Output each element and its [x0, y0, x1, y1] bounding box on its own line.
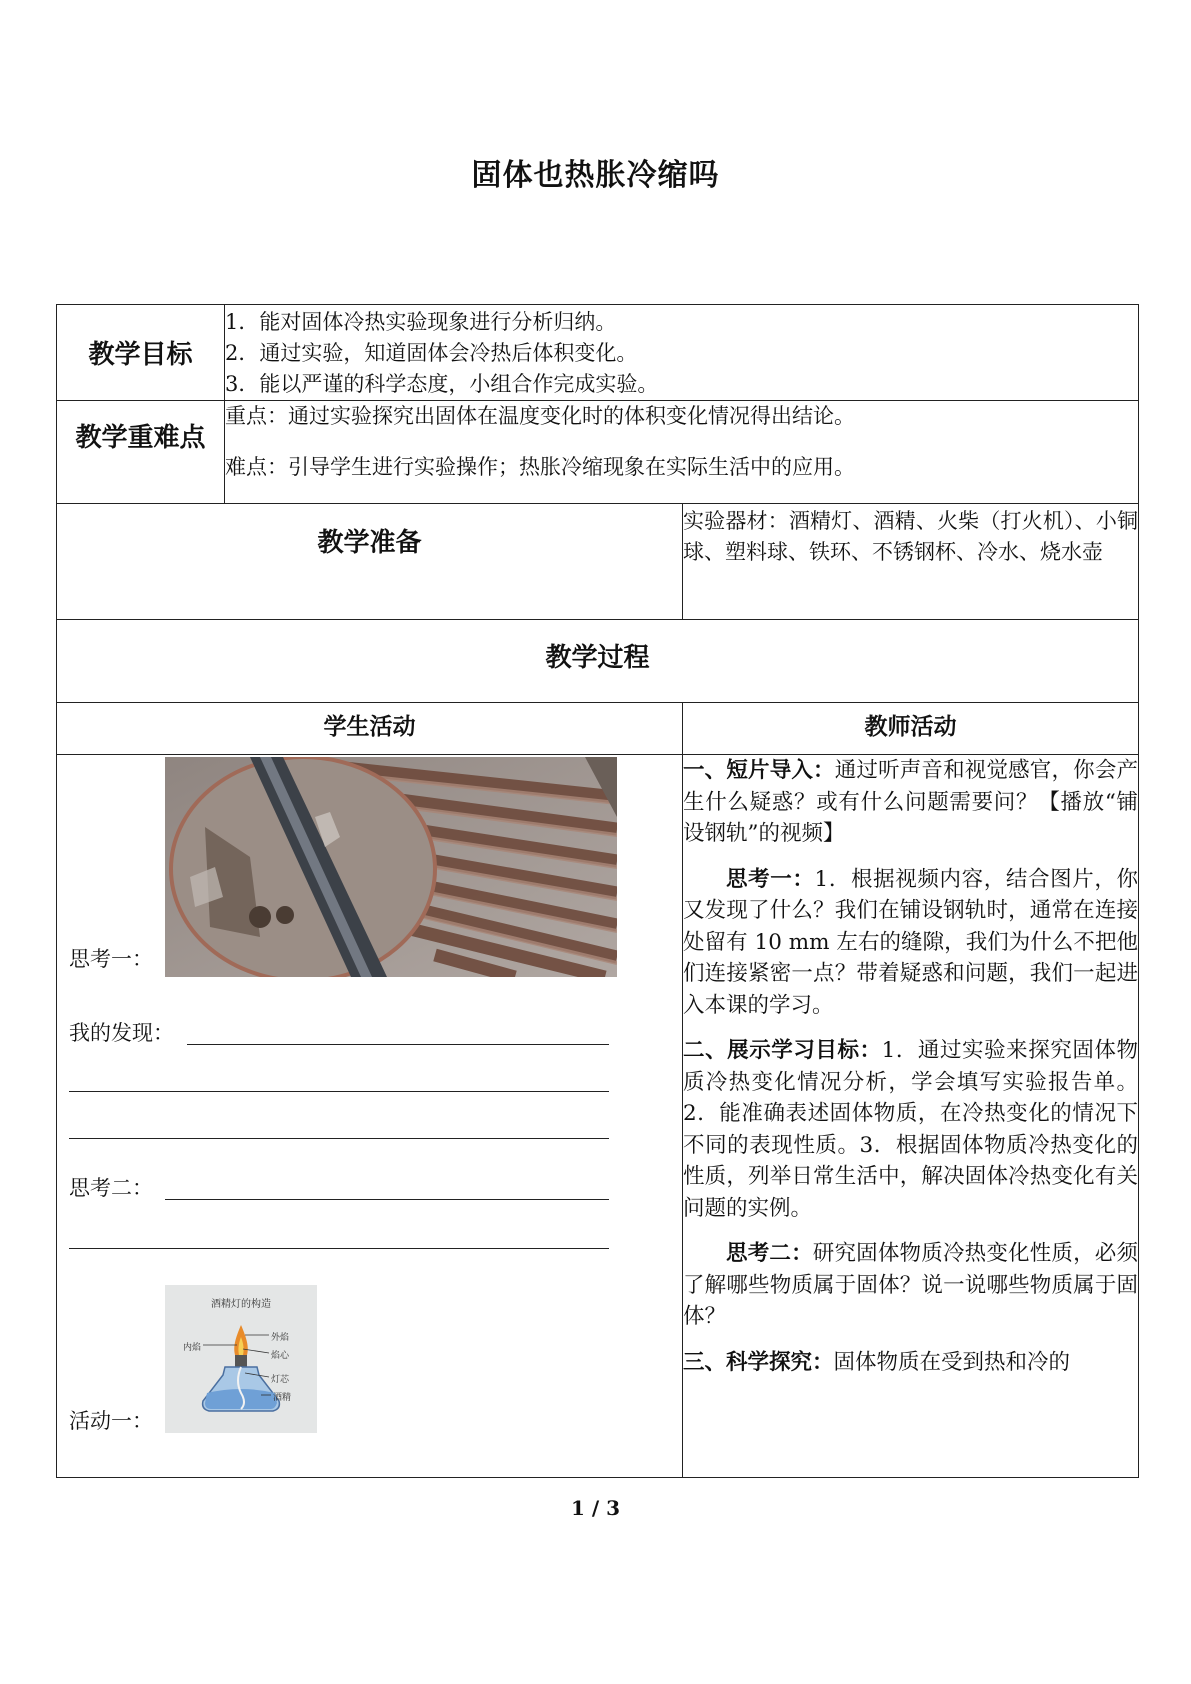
- objectives-row: [57, 305, 1139, 401]
- goals-text: 1．通过实验来探究固体物质冷热变化情况分析，学会填写实验报告单。2．能准确表述固体物质，在冷热变化的情况下不同的表现性质。3．根据固体物质冷热变化的性质，列举日常生活中，解决固体冷热变化有关问题的实例。: [683, 1038, 1139, 1221]
- finding-answer-line[interactable]: [69, 1138, 609, 1139]
- goals-heading: 二、展示学习目标：: [683, 1038, 882, 1063]
- think2-answer-line[interactable]: [69, 1248, 609, 1249]
- intro-text: 通过听声音和视觉感官，你会产生什么疑惑？或有什么问题需要问？【播放“铺设钢轨”的视频】: [683, 758, 1139, 846]
- think2-text: 研究固体物质冷热变化性质，必须了解哪些物质属于固体？说一说哪些物质属于固体？: [683, 1241, 1139, 1329]
- key-point: 重点：通过实验探究出固体在温度变化时的体积变化情况得出结论。: [225, 404, 855, 428]
- label-alcohol: 酒精: [273, 1393, 292, 1403]
- keypoints-label: 教学重难点: [57, 401, 225, 504]
- explore-heading: 三、科学探究：: [683, 1349, 834, 1375]
- activity1-label: 活动一：: [69, 1409, 153, 1433]
- railway-track-photo: [165, 757, 617, 977]
- lesson-plan-table: [56, 304, 1139, 1478]
- preparation-label: 教学准备: [57, 504, 683, 620]
- think1-label: 思考一：: [69, 947, 153, 971]
- think2-label: 思考二：: [69, 1176, 153, 1200]
- keypoints-content: [225, 401, 1139, 504]
- teacher-paragraph-intro: [683, 755, 1138, 850]
- teacher-paragraph-think2: [683, 1238, 1138, 1333]
- page-title: 固体也热胀冷缩吗: [471, 158, 720, 193]
- process-header-row: [57, 620, 1139, 703]
- page-number: 1 / 3: [570, 1496, 621, 1520]
- finding-label: 我的发现：: [69, 1021, 174, 1045]
- finding-answer-line[interactable]: [187, 1044, 609, 1045]
- think2-heading: 思考二：: [726, 1241, 813, 1266]
- preparation-row: [57, 504, 1139, 620]
- difficult-point: 难点：引导学生进行实验操作；热胀冷缩现象在实际生活中的应用。: [225, 455, 855, 479]
- student-activity-area: [57, 755, 682, 1477]
- objective-item: 1．能对固体冷热实验现象进行分析归纳。: [225, 310, 617, 334]
- teacher-activity-cell: [683, 755, 1139, 1478]
- teacher-activity-header: 教师活动: [683, 703, 1139, 755]
- keypoints-row: [57, 401, 1139, 504]
- teacher-paragraph-goals: [683, 1035, 1138, 1224]
- explore-text: 固体物质在受到热和冷的: [833, 1349, 1071, 1375]
- alcohol-lamp-icon: [165, 1285, 317, 1433]
- teacher-paragraph-explore: [683, 1347, 1138, 1379]
- label-inner-flame: 内焰: [183, 1343, 202, 1353]
- label-outer-flame: 外焰: [271, 1333, 290, 1343]
- objective-item: 3．能以严谨的科学态度，小组合作完成实验。: [225, 372, 659, 396]
- finding-answer-line[interactable]: [69, 1091, 609, 1092]
- think2-answer-line[interactable]: [165, 1199, 609, 1200]
- activity-content-row: [57, 755, 1139, 1478]
- label-wick: 灯芯: [271, 1375, 290, 1385]
- think1-heading: 思考一：: [726, 866, 815, 892]
- think1-text: 1．根据视频内容，结合图片，你又发现了什么？我们在铺设钢轨时，通常在连接处留有 10 mm 左右的缝隙，我们为什么不把他们连接紧密一点？带着疑惑和问题，我们一起进入本课的学习。: [683, 866, 1139, 1018]
- objective-item: 2．通过实验，知道固体会冷热后体积变化。: [225, 341, 638, 365]
- preparation-content: 实验器材：酒精灯、酒精、火柴（打火机）、小铜球、塑料球、铁环、不锈钢杯、冷水、烧水壶: [683, 504, 1139, 620]
- objectives-content: [225, 305, 1139, 401]
- teacher-paragraph-think1: [683, 864, 1138, 1022]
- student-activity-cell: [57, 755, 683, 1478]
- diagram-title: 酒精灯的构造: [211, 1299, 271, 1310]
- objectives-label: 教学目标: [57, 305, 225, 401]
- process-label: 教学过程: [57, 620, 1139, 703]
- label-flame-core: 焰心: [271, 1351, 290, 1361]
- intro-heading: 一、短片导入：: [683, 758, 835, 783]
- activity-header-row: [57, 703, 1139, 755]
- student-activity-header: 学生活动: [57, 703, 683, 755]
- alcohol-lamp-diagram: [165, 1285, 317, 1433]
